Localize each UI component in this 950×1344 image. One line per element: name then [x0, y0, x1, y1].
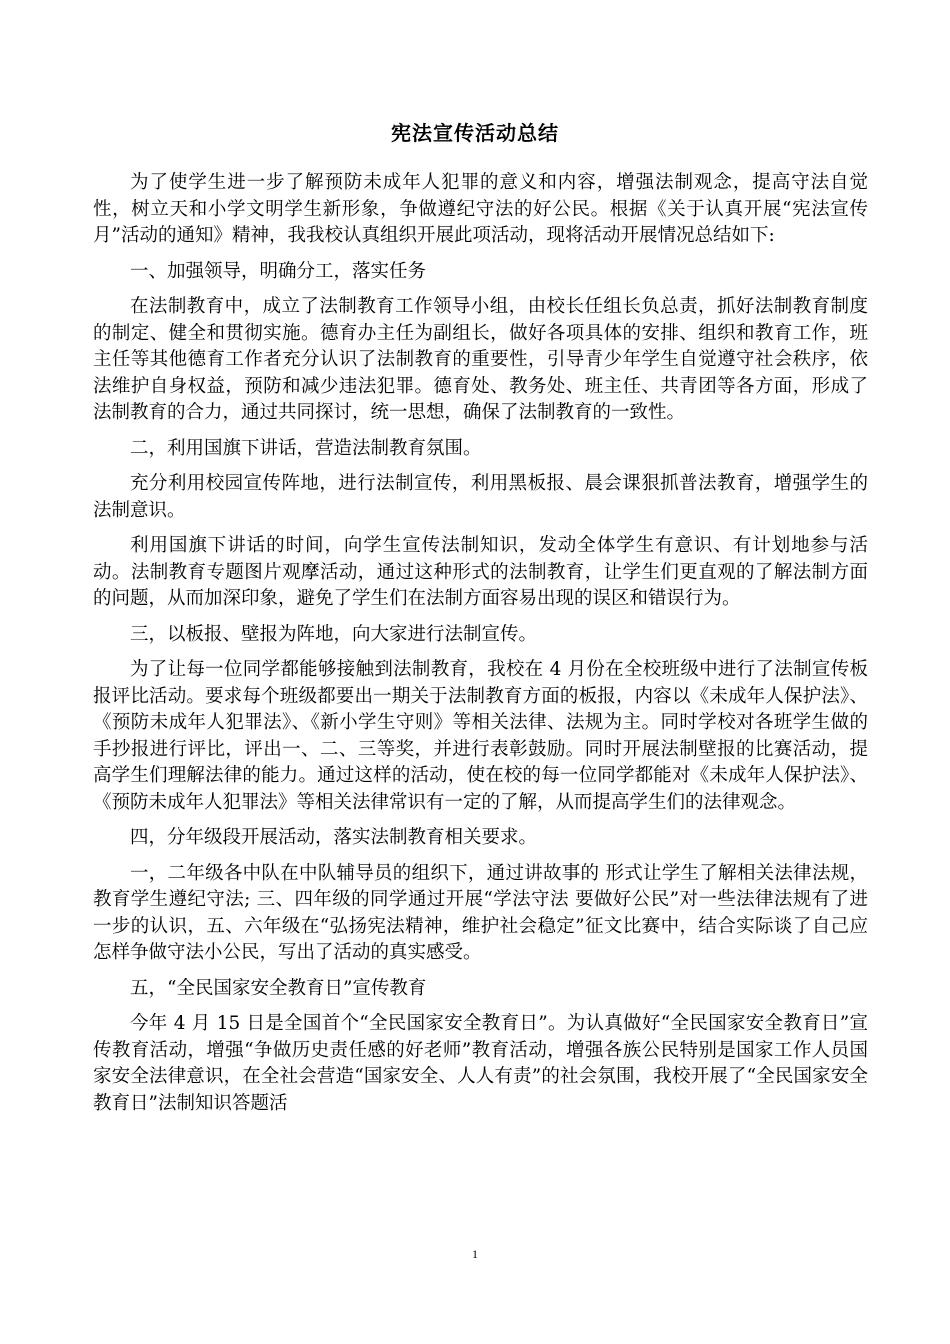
section-heading-5: 五，“全民国家安全教育日”宣传教育 [130, 977, 427, 999]
paragraph-flag-speech: 利用国旗下讲话的时间，向学生宣传法制知识，发动全体学生有意识、有计划地参与活动。法制教育专题图片观摩活动，通过这种形式的法制教育，让学生们更直观的了解法制方面的问题，从而加深印象，避免了学生们在法制方面容易出现的误区和错误行为。 [93, 535, 868, 609]
section-heading-1: 一、加强领导，明确分工，落实任务 [130, 260, 427, 282]
paragraph-campus-publicity: 充分利用校园宣传阵地，进行法制宣传，利用黑板报、晨会课狠抓普法教育，增强学生的法制意识。 [93, 473, 868, 521]
paragraph-leadership: 在法制教育中，成立了法制教育工作领导小组，由校长任组长负总责，抓好法制教育制度的制定、健全和贯彻实施。德育办主任为副组长，做好各项具体的安排、组织和教育工作，班主任等其他德育工作者充分认识了法制教育的重要性，引导青少年学生自觉遵守社会秩序，依法维护自身权益，预防和减少违法犯罪。德育处、教务处、班主任、共青团等各方面，形成了法制教育的合力，通过共同探讨，统一思想，确保了法制教育的一致性。 [93, 296, 868, 423]
paragraph-security-day: 今年 4 月 15 日是全国首个“全民国家安全教育日”。为认真做好“全民国家安全教育日”宣传教育活动，增强“争做历史责任感的好老师”教育活动，增强各族公民特别是国家工作人员国家安全法律意识，在全社会营造“国家安全、人人有责”的社会氛围，我校开展了“全民国家安全教育日”法制知识答题活 [93, 1013, 868, 1114]
document-title: 宪法宣传活动总结 [391, 121, 559, 145]
section-heading-3: 三，以板报、壁报为阵地，向大家进行法制宣传。 [130, 623, 538, 645]
page-number: 1 [472, 1247, 478, 1261]
document-body [93, 170, 868, 1126]
paragraph-intro: 为了使学生进一步了解预防未成年人犯罪的意义和内容，增强法制观念，提高守法自觉性，树立天和小学文明学生新形象，争做遵纪守法的好公民。根据《关于认真开展“宪法宣传月”活动的通知》精神，我我校认真组织开展此项活动，现将活动开展情况总结如下: [93, 172, 868, 246]
paragraph-grade-activities: 一，二年级各中队在中队辅导员的组织下，通过讲故事的 形式让学生了解相关法律法规，教育学生遵纪守法; 三、四年级的同学通过开展“学法守法 要做好公民”对一些法律法规有了进一步的认识，五、六年级在“弘扬宪法精神，维护社会稳定”征文比赛中，结合实际谈了自己应怎样争做守法小公民，写出了活动的真实感受。 [93, 862, 868, 963]
paragraph-blackboard: 为了让每一位同学都能够接触到法制教育，我校在 4 月份在全校班级中进行了法制宣传板报评比活动。要求每个班级都要出一期关于法制教育方面的板报，内容以《未成年人保护法》、《预防未成年人犯罪法》、《新小学生守则》等相关法律、法规为主。同时学校对各班学生做的手抄报进行评比，评出一、二、三等奖，并进行表彰鼓励。同时开展法制壁报的比赛活动，提高学生们理解法律的能力。通过这样的活动，使在校的每一位同学都能对《未成年人保护法》、《预防未成年人犯罪法》等相关法律常识有一定的了解，从而提高学生们的法律观念。 [93, 659, 868, 813]
section-heading-4: 四，分年级段开展活动，落实法制教育相关要求。 [130, 827, 538, 848]
section-heading-2: 二，利用国旗下讲话，营造法制教育氛围。 [130, 437, 482, 459]
